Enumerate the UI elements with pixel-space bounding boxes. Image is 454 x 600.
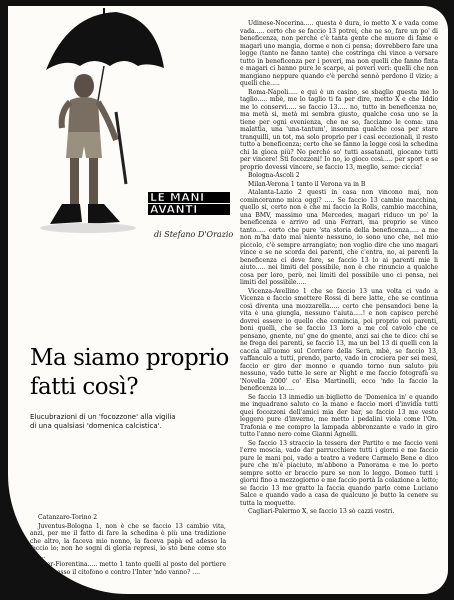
article-subhead: Elucubrazioni di un 'focozzone' alla vigilia di una qualsiasi 'domenica calcistica'.: [30, 413, 176, 430]
magazine-page: [8, 6, 448, 594]
author-byline: di Stefano D'Orazio: [154, 230, 234, 239]
paragraph: Atalanta-Lazio 2 questi in casa non vincono mai, non cominceranno mica oggi? ..... Se faccio 13 cambio macchina, quello sì, certo non è che mi faccio la Rolls, cambio macchina, una BMV, massimo una Mercedes, magari riduco un po' la beneficenza e arrivo ad una Ferrari, ma proprio se vinco tanto..... certo che pure 'sta storia della beneficenza..... a me non m'ha dato mai niente nessuno, io sono uno che, nel mio piccolo, c'è sempre arrangiato; non voglio dire che uno magari vince e se ne scorda dei parenti, che c'entra, no, ai parenti la beneficenza ci deve fare, se faccio 13 io ai parenti mie li aiuto..... nei limiti del possibile, non è che rinuncio a qualche cosa per loro, però, nei limiti del possibile uno ci pensa, nei limiti del possibile.....: [240, 189, 438, 286]
paragraph: Catanzaro-Torino 2: [38, 514, 98, 521]
paragraph: Bologna-Ascoli 2: [248, 172, 300, 179]
column-label: [148, 192, 230, 216]
paragraph: Inter-Fiorentina..... metto 1 tanto quelli al posto del portiere hanno messo il citofono e contro l'Inter 'ndo vanno? ....: [30, 561, 226, 576]
column-label-line-1: LE MANI: [148, 192, 230, 203]
right-text-column: [240, 20, 438, 582]
paragraph: Juventus-Bologna 1, non è che se faccio 13 cambio vita, anzi, per me il fatto di fare la schedina è più una tradizione che altro, la faceva mio nonno, la faceva papà ed adesso la faccio io; non ho sogni di gloria represi, io sto bene come sto io.....: [30, 522, 226, 560]
paragraph: Milan-Verona 1 tanto il Verona va in B: [248, 180, 366, 188]
paragraph: Se faccio 13 straccio la tessera der Partito e me faccio veni l'erre moscia, vado dar parrucchiere tutti i giorni e me faccio pure le mani poi, vado a teatro a vedere Carmelo Bene e dico pure che m'è piaciuto, m'abbono a Panorama e me lo porto sempre sotto er braccio pure se non lo leggo. Domeo tutti i giorni fino a mezzogiorno e me faccio portà la colazione a letto; se faccio 13 me gratto la faccia quando parlo come Luciano Salce e quando vado a casa de qualcuno je butto la cenere su tutta la moquette.: [240, 439, 438, 507]
umbrella-man-photo: [28, 8, 168, 248]
article-headline: Ma siamo proprio fatti così?: [30, 345, 229, 400]
left-text-column: [30, 514, 226, 577]
paragraph: Cagliari-Palermo X, se faccio 13 sò cazzi vostri.: [248, 508, 395, 515]
paragraph: Se faccio 13 inmedio un biglietto de 'Domenica in' e quando me inquadrano saluto co la mano e faccio mori d'invidia tutti quei focozzoni dell'amici mia der bar, se faccio 13 me vesto leggero pure d'inverno, me metto i pedalini viola come l'On. Trafonia e me compro la lampada abbronzante e vado in giro tutto l'anno nero come Gianni Agnelli.: [240, 393, 438, 438]
paragraph: Vicenza-Avellino 1 che se faccio 13 una volta ci vado a Vicenza e faccio smettere Rossi di bere latte, che se continua così diventa una mozzarella..... certo che pensandoci bene la vita è una giungla, nessuno t'aiuta.....! e non capisco perché dovrei essere io quello che comincia, poi proprio coi parenti, boni quelli, che se faccio 13 loro a me col cavolo che ce pensano, gnente, nu' gne do gnente, anzi sai che te dico: chi se ne frega dei parenti, se faccio 13, ma un bel 13 di quelli con la caccia all'uomo sul Corriere della Sera, mbè, se faccio 13, vaffanculo a tutti, prendo, parto, vado in crociera per sei mesi, faccio er giro der monno e quando torno nun saluto più nessuno, vado tutte le sere ar Night e me faccio fotografà su 'Novella 2000' co' Elsa Martinelli, ecco 'ndo la faccio la beneficenza io.....: [240, 287, 438, 392]
paragraph: Udinese-Nocerina..... questa è dura, io metto X e vada come vada..... certo che se faccio 13 potrei, che ne so, fare un po' di beneficenza, non perché c'è tanta gente che muore di fame e magari uno mangia, dorme e non ci pensa; dovrebbero fare una legge (tanto ne fanno tante) che costringa chi vince a versare tutto in beneficenza per i poveri, ma non quelli che fanno finta e magari ci hanno pure le scarpe, ai poveri veri: quelli che non mangiano neppure quando c'è perché sennò perdono il vizio; a quelli che.....: [240, 20, 438, 87]
paragraph: Roma-Napoli..... e qui è un casino, se sbaglio questa me lo taglio..... mbè, me lo taglio ti fa per dire, metto X e che Iddio me lo conservi..... se faccio 13..... no, tutto in beneficenza no, ma metà sì, metà mi sembra giusto, qualche cosa uno se la tiene per ogni evenienza, che ne so, facciamo le coma: una malattia, una 'una-tantum', insomma qualche cosa per stare tranquilli, un tot, ma solo proprio per i casi eccezionali, il resto tutto a beneficenza; certo che se fanno la legge così la schedina chi la gioca più? No perché so' tutti assatanati, giocano tutti per vincere! Sti focozzoni! Io no, io gioco così..... per sport e se proprio dovessi vincere, se faccio 13, meglio, semo: ciccia!: [240, 88, 438, 171]
column-label-line-2: AVANTI: [148, 204, 230, 215]
photo-area: [8, 6, 186, 306]
